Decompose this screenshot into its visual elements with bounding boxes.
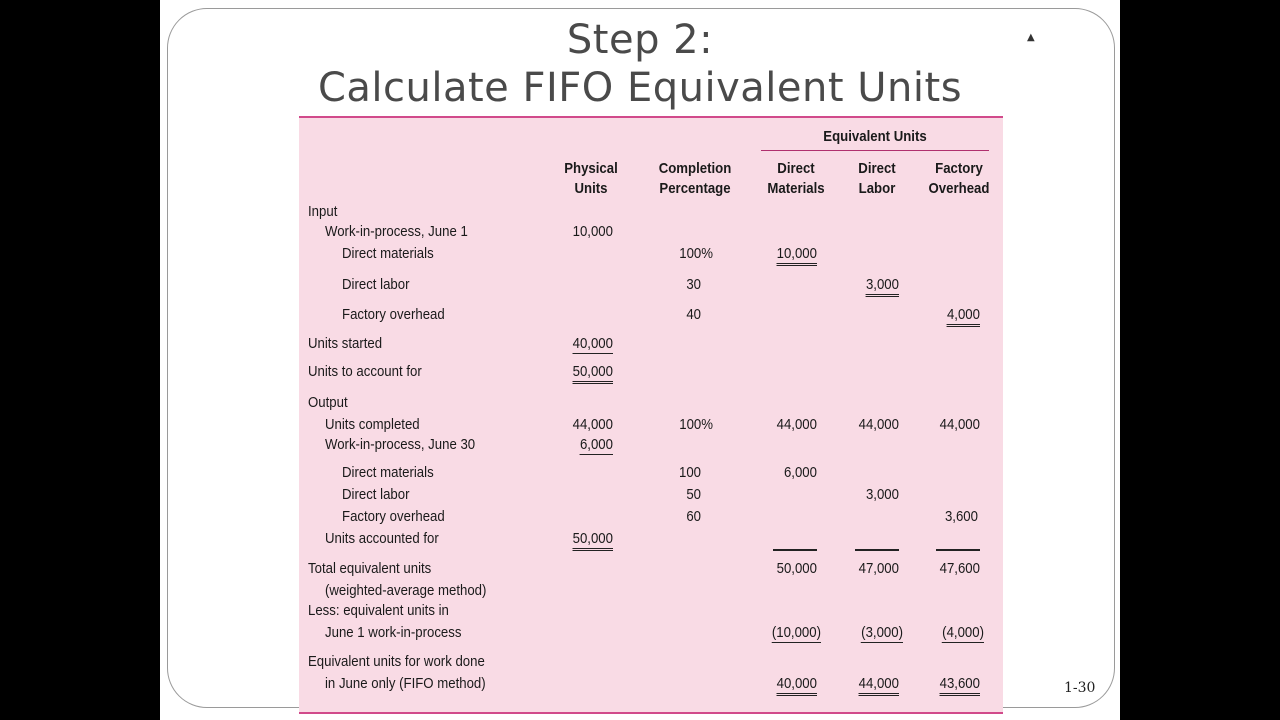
dl-cell: (3,000) (861, 624, 903, 641)
header-dl-1: Direct (858, 160, 896, 177)
dl-cell: 3,000 (865, 486, 899, 503)
equivalent-units-table (299, 116, 1003, 714)
row-label: Factory overhead (342, 306, 445, 323)
completion-pct-cell: 60 (686, 508, 701, 525)
row-label: Direct materials (342, 464, 434, 481)
row-label: Direct materials (342, 245, 434, 262)
foh-cell: 3,600 (944, 508, 978, 525)
dm-cell: 6,000 (783, 464, 817, 481)
header-foh-2: Overhead (928, 180, 990, 197)
physical-units-cell: 44,000 (572, 416, 613, 433)
subtotal-rule (855, 549, 899, 551)
physical-units-cell: 40,000 (572, 335, 613, 352)
row-label: Equivalent units for work done (308, 653, 485, 670)
dm-cell: 10,000 (738, 245, 817, 263)
completion-pct-cell: 100 (678, 464, 701, 481)
completion-pct-cell: 30 (686, 276, 701, 293)
completion-pct-cell: 50 (686, 486, 701, 503)
header-foh-1: Factory (935, 160, 983, 177)
row-label: Output (308, 394, 348, 411)
row-label: Units accounted for (325, 530, 439, 547)
row-label: Input (308, 203, 338, 220)
subtotal-rule (936, 549, 980, 551)
header-physical-2: Units (574, 180, 608, 197)
page-number: 1-30 (1064, 680, 1096, 696)
header-dm-2: Materials (767, 180, 825, 197)
header-rule (761, 150, 989, 151)
slide-title-line2: Calculate FIFO Equivalent Units (317, 65, 963, 111)
foh-cell: 43,600 (901, 675, 980, 693)
row-label: June 1 work-in-process (325, 624, 462, 641)
physical-units-cell: 10,000 (572, 223, 613, 240)
row-label: Units completed (325, 416, 420, 433)
mouse-cursor-icon: ▲ (1027, 32, 1035, 43)
foh-cell: 44,000 (939, 416, 980, 433)
equivalent-units-header: Equivalent Units (823, 128, 927, 145)
row-label: (weighted-average method) (325, 582, 487, 599)
row-label: Less: equivalent units in (308, 602, 449, 619)
header-completion-1: Completion (658, 160, 732, 177)
dm-cell: 40,000 (738, 675, 817, 693)
dl-cell: 47,000 (858, 560, 899, 577)
row-label: Direct labor (342, 276, 410, 293)
dm-cell: 50,000 (776, 560, 817, 577)
row-label: Work-in-process, June 30 (325, 436, 476, 453)
dl-cell: 3,000 (820, 276, 899, 294)
slide-title-line1: Step 2: (566, 17, 714, 63)
dl-cell: 44,000 (858, 416, 899, 433)
row-label: Units started (308, 335, 383, 352)
row-label: Total equivalent units (308, 560, 432, 577)
completion-pct-cell: 100% (679, 245, 713, 262)
header-dm-1: Direct (777, 160, 815, 177)
physical-units-cell: 50,000 (543, 530, 613, 548)
row-label: in June only (FIFO method) (325, 675, 486, 692)
physical-units-cell: 50,000 (543, 363, 613, 381)
completion-pct-cell: 40 (686, 306, 701, 323)
physical-units-cell: 6,000 (579, 436, 613, 453)
row-label: Units to account for (308, 363, 422, 380)
header-completion-2: Percentage (659, 180, 731, 197)
dm-cell: (10,000) (771, 624, 821, 641)
row-label: Direct labor (342, 486, 410, 503)
header-physical-1: Physical (564, 160, 618, 177)
dl-cell: 44,000 (820, 675, 899, 693)
foh-cell: 47,600 (939, 560, 980, 577)
subtotal-rule (773, 549, 817, 551)
completion-pct-cell: 100% (679, 416, 713, 433)
row-label: Work-in-process, June 1 (325, 223, 468, 240)
foh-cell: (4,000) (942, 624, 984, 641)
dm-cell: 44,000 (776, 416, 817, 433)
foh-cell: 4,000 (901, 306, 980, 324)
header-dl-2: Labor (858, 180, 896, 197)
row-label: Factory overhead (342, 508, 445, 525)
